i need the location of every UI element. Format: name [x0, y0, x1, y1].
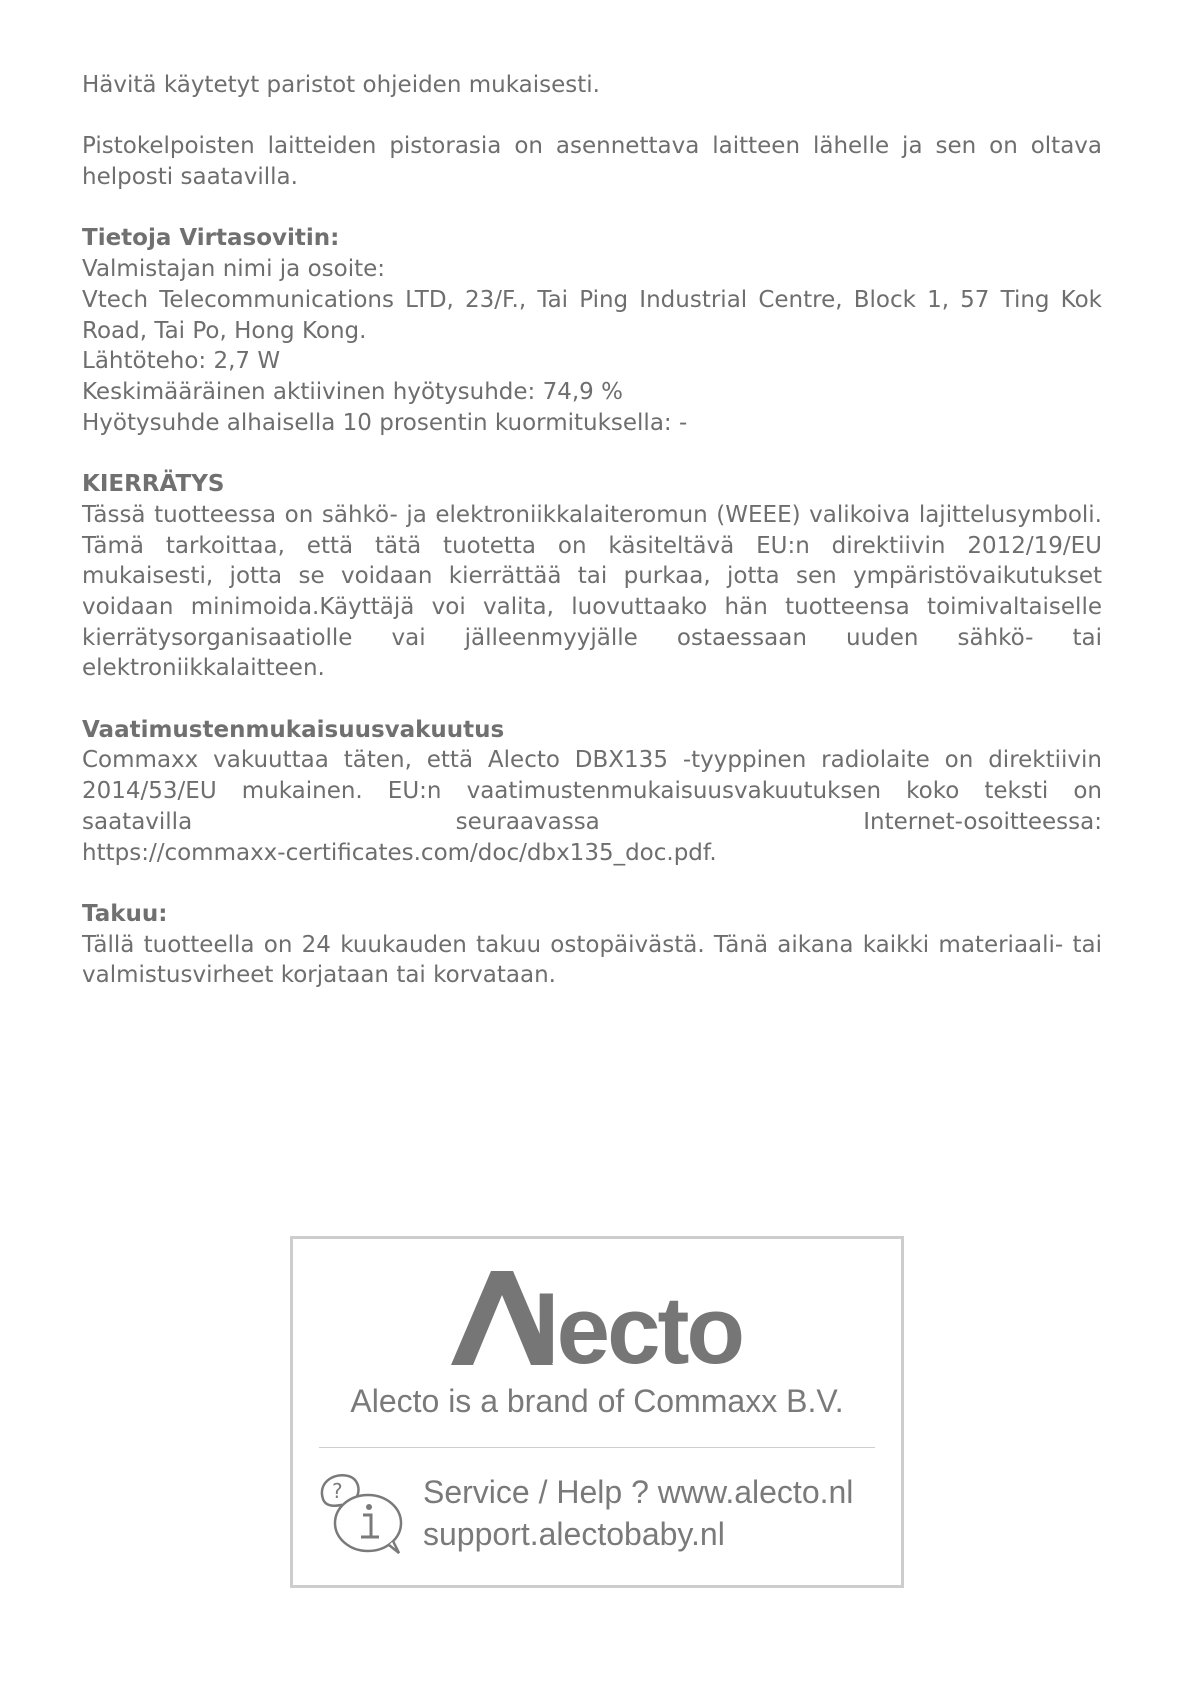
availability-word: Internet-osoitteessa:: [863, 808, 1102, 835]
low-load-efficiency: Hyötysuhde alhaisella 10 prosentin kuormituksella: -: [82, 409, 688, 436]
manufacturer-label: Valmistajan nimi ja osoite:: [82, 256, 385, 283]
warranty-text: Tällä tuotteella on 24 kuukauden takuu ostopäivästä. Tänä aikana kaikki materiaali- tai valmistusvirheet korjataan tai korvataan.: [82, 931, 1102, 989]
output-power: Lähtöteho: 2,7 W: [82, 348, 281, 375]
conformity-text: Commaxx vakuuttaa täten, että Alecto DBX135 -tyyppinen radiolaite on direktiivin 2014/53/EU mukainen. EU:n vaatimustenmukaisuusvakuutuksen koko teksti on: [82, 747, 1102, 805]
conformity-heading: Vaatimustenmukaisuusvakuutus: [82, 716, 505, 743]
availability-word: seuraavassa: [455, 808, 600, 835]
service-lines: [423, 1471, 853, 1555]
recycling-text: Tässä tuotteessa on sähkö- ja elektroniikkalaiteromun (WEEE) valikoiva lajittelusymboli. Tämä tarkoittaa, että tätä tuotetta on käsiteltävä EU:n direktiivin 2012/19/EU mukaisesti, jotta se voidaan kierrättää tai purkaa, jotta sen ympäristövaikutukset voidaan minimoida.Käyttäjä voi valita, luovuttaako hän tuotteensa toimivaltaiselle kierrätysorganisaatiolle vai jälleenmyyjälle ostaessaan uuden sähkö- tai elektroniikkalaitteen.: [82, 501, 1102, 682]
conformity-url[interactable]: https://commaxx-certificates.com/doc/dbx135_doc.pdf.: [82, 839, 717, 866]
adapter-heading: Tietoja Virtasovitin:: [82, 225, 340, 252]
availability-word: saatavilla: [82, 808, 193, 835]
help-info-icon: [313, 1465, 405, 1557]
recycling-heading: KIERRÄTYS: [82, 471, 225, 498]
divider: [319, 1447, 875, 1448]
battery-disposal-text: Hävitä käytetyt paristot ohjeiden mukaisesti.: [82, 72, 600, 98]
service-help-link[interactable]: Service / Help ? www.alecto.nl: [423, 1474, 854, 1510]
brand-line: Alecto is a brand of Commaxx B.V.: [350, 1383, 844, 1419]
document-body: [82, 70, 1102, 991]
manufacturer-address: Vtech Telecommunications LTD, 23/F., Tai Ping Industrial Centre, Block 1, 57 Ting Kok Road, Tai Po, Hong Kong.: [82, 286, 1102, 344]
average-efficiency: Keskimääräinen aktiivinen hyötysuhde: 74,9 %: [82, 379, 623, 405]
brand-info-box: [290, 1236, 904, 1588]
svg-text:?: ?: [332, 1479, 343, 1503]
alecto-logo: [451, 1271, 751, 1365]
support-link[interactable]: support.alectobaby.nl: [423, 1516, 725, 1552]
socket-notice-text: Pistokelpoisten laitteiden pistorasia on asennettava laitteen lähelle ja sen on oltava helposti saatavilla.: [82, 133, 1102, 191]
warranty-heading: Takuu:: [82, 900, 168, 927]
conformity-availability-line: [82, 807, 1102, 838]
svg-text:lecto: lecto: [533, 1277, 743, 1365]
